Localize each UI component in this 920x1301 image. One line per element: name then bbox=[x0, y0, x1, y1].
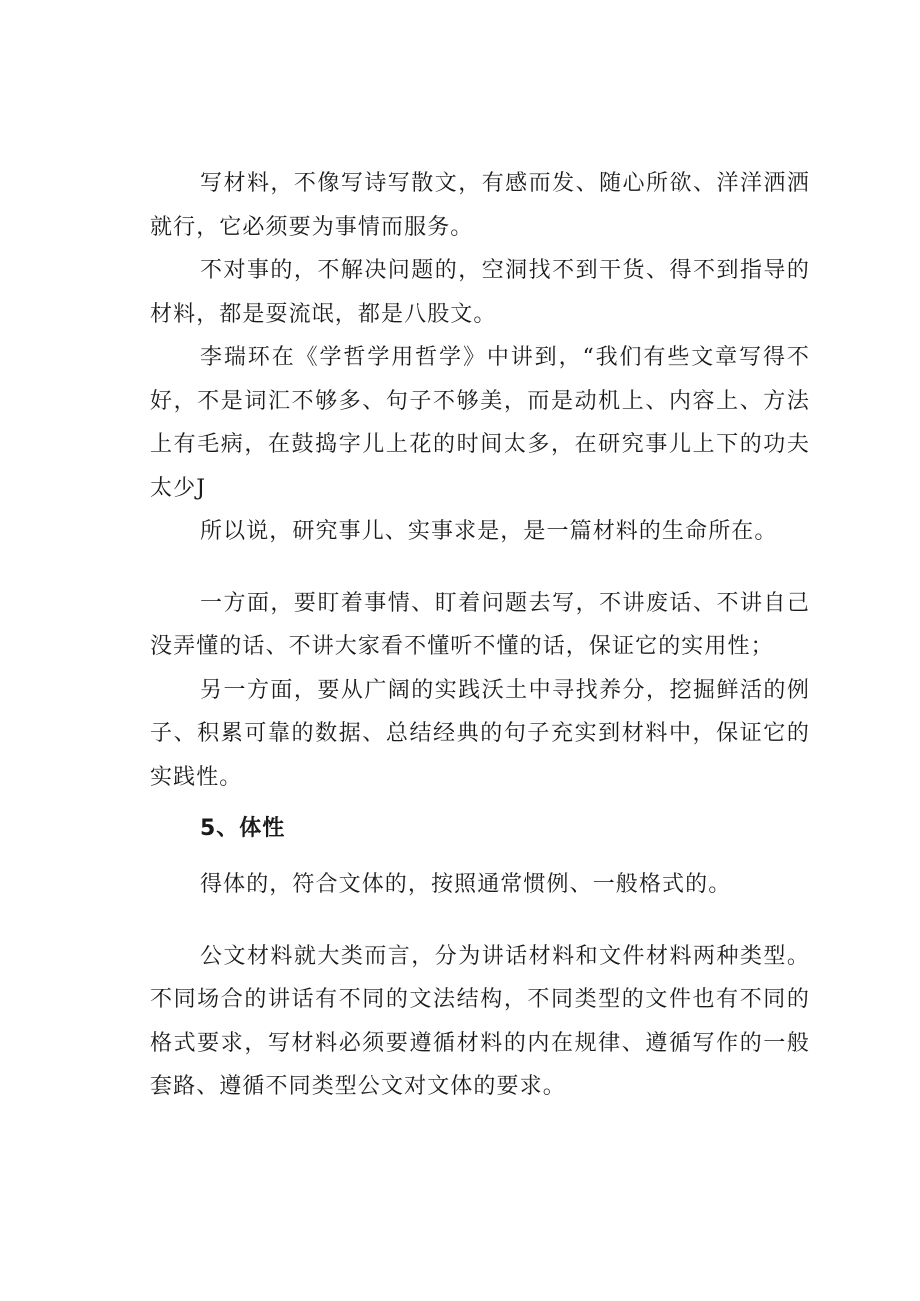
paragraph-1: 写材料，不像写诗写散文，有感而发、随心所欲、洋洋洒洒就行，它必须要为事情而服务。 bbox=[150, 171, 810, 240]
paragraph-8: 公文材料就大类而言，分为讲话材料和文件材料两种类型。不同场合的讲话有不同的文法结构，不同类型的文件也有不同的格式要求，写材料必须要遵循材料的内在规律、遵循写作的一般套路、遵循不同类型公文对文体的要求。 bbox=[150, 943, 810, 1099]
section-heading: 5、体性 bbox=[200, 816, 286, 841]
paragraph-5: 一方面，要盯着事情、盯着问题去写，不讲废话、不讲自己没弄懂的话、不讲大家看不懂听不懂的话，保证它的实用性； bbox=[150, 590, 810, 659]
paragraph-gap bbox=[150, 554, 810, 582]
paragraph-7: 得体的，符合文体的，按照通常惯例、一般格式的。 bbox=[200, 872, 732, 897]
paragraph-2: 不对事的，不解决问题的，空洞找不到干货、得不到指导的材料，都是耍流氓，都是八股文。 bbox=[150, 258, 810, 327]
paragraph-gap bbox=[150, 907, 810, 935]
document-body bbox=[150, 162, 810, 1109]
paragraph-6: 另一方面，要从广阔的实践沃土中寻找养分，挖掘鲜活的例子、积累可靠的数据、总结经典的句子充实到材料中，保证它的实践性。 bbox=[150, 677, 810, 790]
paragraph-3: 李瑞环在《学哲学用哲学》中讲到，“我们有些文章写得不好，不是词汇不够多、句子不够美，而是动机上、内容上、方法上有毛病，在鼓捣字儿上花的时间太多，在研究事儿上下的功夫太少J bbox=[150, 345, 810, 501]
paragraph-4: 所以说，研究事儿、实事求是，是一篇材料的生命所在。 bbox=[200, 519, 778, 544]
